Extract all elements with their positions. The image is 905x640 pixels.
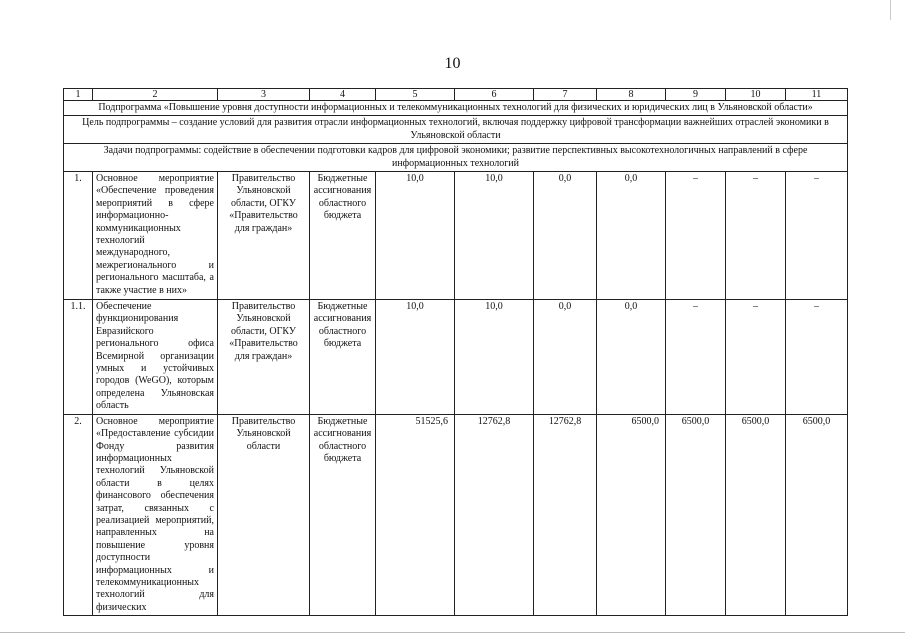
column-number: 11 [786,89,848,101]
subprogram-goal: Цель подпрограммы – создание условий для развития отрасли информационных технологий, включая поддержку цифровой трансформации важнейших отраслей экономики в Ульяновской области [64,116,848,144]
subprogram-title: Подпрограмма «Повышение уровня доступности информационных и телекоммуникационных технологий для физических и юридических лиц в Ульяновской области» [64,101,848,116]
value-cell: 12762,8 [534,414,597,616]
scan-edge-mark [890,0,891,20]
funding-source: Бюджетные ассигнования областного бюджета [310,414,376,616]
column-number: 9 [666,89,726,101]
value-cell: – [666,172,726,300]
column-number: 8 [597,89,666,101]
value-cell: 0,0 [534,300,597,415]
value-cell: – [786,172,848,300]
value-cell: 6500,0 [597,414,666,616]
value-cell: – [666,300,726,415]
value-cell: 0,0 [597,172,666,300]
value-cell: 6500,0 [786,414,848,616]
column-number: 3 [218,89,310,101]
row-number: 1. [64,172,93,300]
column-number-row [64,89,848,101]
table-row [64,172,848,300]
program-table [63,88,848,616]
column-number: 5 [376,89,455,101]
column-number: 7 [534,89,597,101]
value-cell: 10,0 [376,172,455,300]
executor: Правительство Ульяновской области, ОГКУ «Правительство для граждан» [218,172,310,300]
value-cell: 10,0 [376,300,455,415]
value-cell: – [726,172,786,300]
executor: Правительство Ульяновской области [218,414,310,616]
value-cell: 12762,8 [455,414,534,616]
column-number: 2 [93,89,218,101]
column-number: 4 [310,89,376,101]
table-row [64,300,848,415]
column-number: 1 [64,89,93,101]
page-number: 10 [444,55,461,72]
value-cell: 0,0 [534,172,597,300]
funding-source: Бюджетные ассигнования областного бюджета [310,172,376,300]
column-number: 6 [455,89,534,101]
value-cell: 0,0 [597,300,666,415]
value-cell: – [786,300,848,415]
row-number: 1.1. [64,300,93,415]
value-cell: 10,0 [455,172,534,300]
value-cell: 6500,0 [666,414,726,616]
activity-name: Основное мероприятие «Предоставление субсидии Фонду развития информационных технологий Ульяновской области в целях финансового обеспечения затрат, связанных с реализацией мероприятий, направленных на повышение уровня доступности информационных и телекоммуникационных технологий для физических [93,414,218,616]
subprogram-tasks: Задачи подпрограммы: содействие в обеспечении подготовки кадров для цифровой экономики; развитие перспективных высокотехнологичных направлений в сфере информационных технологий [64,144,848,172]
value-cell: – [726,300,786,415]
value-cell: 51525,6 [376,414,455,616]
column-number: 10 [726,89,786,101]
row-number: 2. [64,414,93,616]
funding-source: Бюджетные ассигнования областного бюджета [310,300,376,415]
value-cell: 10,0 [455,300,534,415]
table-row [64,414,848,616]
executor: Правительство Ульяновской области, ОГКУ «Правительство для граждан» [218,300,310,415]
scan-edge-line [0,632,905,633]
activity-name: Обеспечение функционирования Евразийского регионального офиса Всемирной организации умных и устойчивых городов (WeGO), которым определена Ульяновская область [93,300,218,415]
value-cell: 6500,0 [726,414,786,616]
activity-name: Основное мероприятие «Обеспечение проведения мероприятий в сфере информационно-коммуникационных технологий международного, межрегионального и регионального масштаба, а также участие в них» [93,172,218,300]
